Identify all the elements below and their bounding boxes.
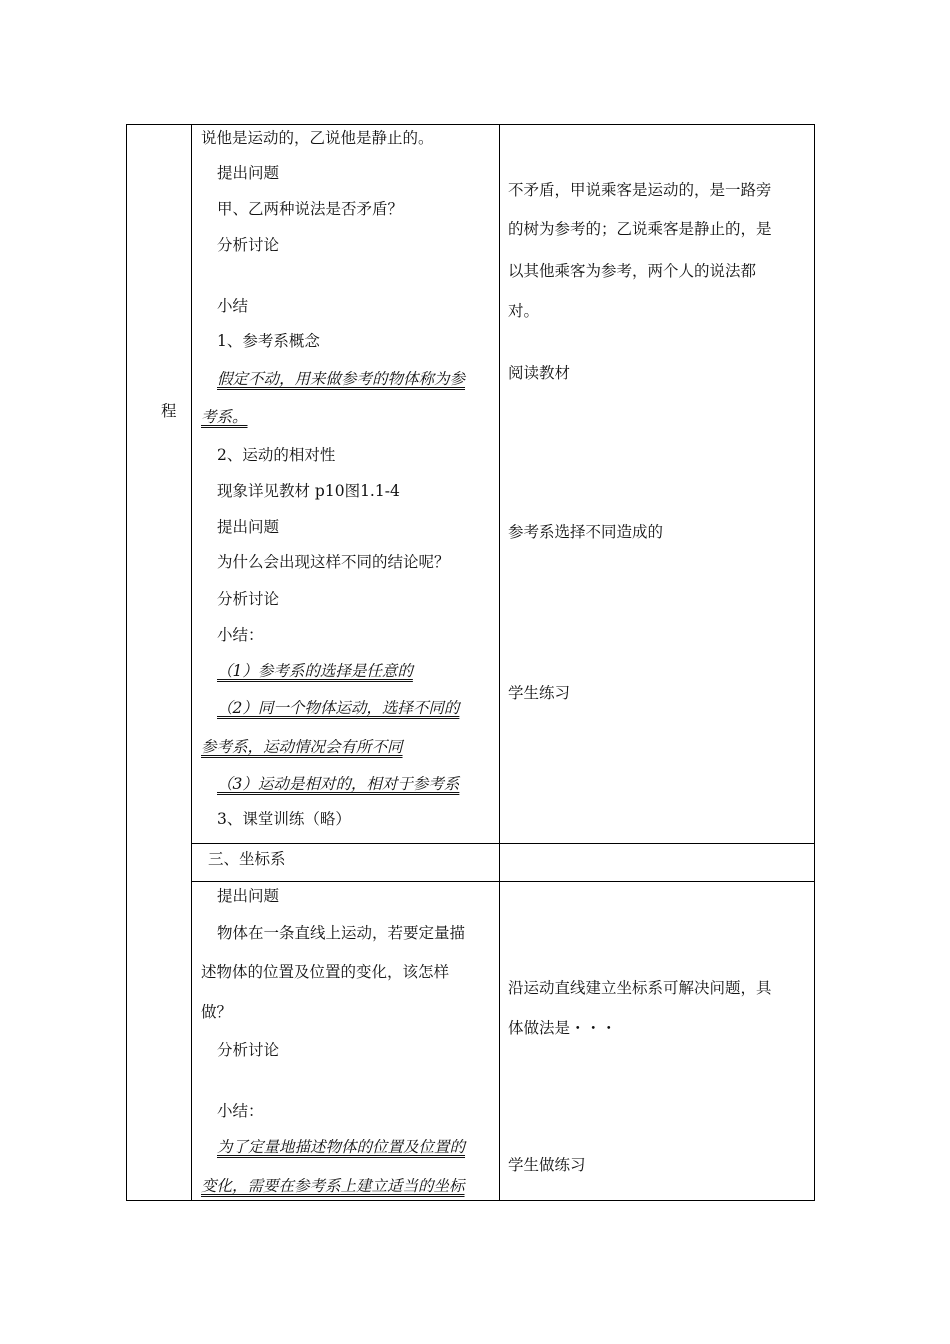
text-line: 做？ bbox=[201, 1003, 233, 1021]
text-line: 提出问题 bbox=[217, 164, 280, 182]
key-summary: 为了定量地描述物体的位置及位置的 bbox=[217, 1138, 466, 1156]
student-activity: 学生做练习 bbox=[508, 1156, 586, 1174]
text-line: 1、参考系概念 bbox=[217, 332, 320, 350]
text-line: 现象详见教材 p10图1.1-4 bbox=[217, 482, 400, 500]
text-line: 物体在一条直线上运动，若要定量描 bbox=[217, 924, 466, 942]
student-activity: 对。 bbox=[508, 302, 540, 320]
key-summary: 变化，需要在参考系上建立适当的坐标 bbox=[201, 1177, 465, 1195]
student-activity: 阅读教材 bbox=[508, 364, 571, 382]
text-line: 小结 bbox=[217, 297, 249, 315]
student-activity: 沿运动直线建立坐标系可解决问题，具 bbox=[508, 979, 772, 997]
text-line: 分析讨论 bbox=[217, 236, 280, 254]
key-definition: 假定不动，用来做参考的物体称为参 bbox=[217, 370, 466, 388]
column-divider-right bbox=[499, 124, 500, 1201]
student-activity: 的树为参考的；乙说乘客是静止的，是 bbox=[508, 220, 772, 238]
key-point: （3）运动是相对的，相对于参考系 bbox=[217, 775, 460, 793]
text-line: 分析讨论 bbox=[217, 590, 280, 608]
student-activity: 不矛盾，甲说乘客是运动的，是一路旁 bbox=[508, 181, 772, 199]
row-divider-bottom bbox=[191, 881, 815, 882]
text-line: 说他是运动的，乙说他是静止的。 bbox=[201, 129, 434, 147]
left-column-label: 程 bbox=[161, 402, 177, 420]
key-definition: 考系。 bbox=[201, 408, 248, 426]
text-line: 2、运动的相对性 bbox=[217, 446, 336, 464]
row-divider-top bbox=[191, 843, 815, 844]
student-activity: 体做法是・・・ bbox=[508, 1019, 617, 1037]
column-divider-left bbox=[191, 124, 192, 1201]
text-line: 分析讨论 bbox=[217, 1041, 280, 1059]
key-point: 参考系，运动情况会有所不同 bbox=[201, 738, 403, 756]
key-point: （2）同一个物体运动，选择不同的 bbox=[217, 699, 460, 717]
text-line: 甲、乙两种说法是否矛盾？ bbox=[217, 200, 404, 218]
key-point: （1）参考系的选择是任意的 bbox=[217, 662, 413, 680]
student-activity: 参考系选择不同造成的 bbox=[508, 523, 664, 541]
text-line: 述物体的位置及位置的变化，该怎样 bbox=[201, 963, 450, 981]
text-line: 提出问题 bbox=[217, 887, 280, 905]
text-line: 为什么会出现这样不同的结论呢？ bbox=[217, 553, 450, 571]
section-heading: 三、坐标系 bbox=[208, 850, 286, 868]
text-line: 小结： bbox=[217, 626, 264, 644]
student-activity: 以其他乘客为参考，两个人的说法都 bbox=[508, 262, 757, 280]
text-line: 3、课堂训练（略） bbox=[217, 810, 351, 828]
student-activity: 学生练习 bbox=[508, 684, 571, 702]
text-line: 提出问题 bbox=[217, 518, 280, 536]
text-line: 小结： bbox=[217, 1102, 264, 1120]
